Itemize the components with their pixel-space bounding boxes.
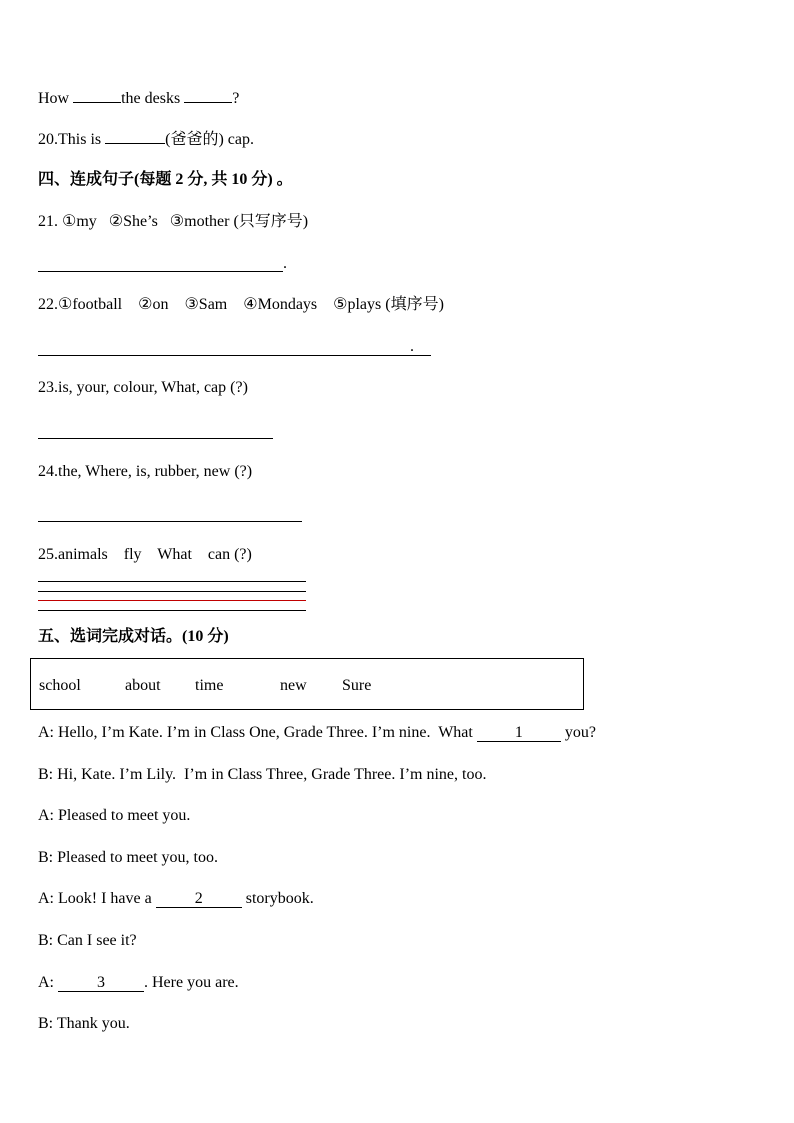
q19-text-1: How xyxy=(38,90,74,107)
question-25: 25.animals fly What can (?) xyxy=(38,546,252,563)
q23-answer-line[interactable] xyxy=(38,438,273,439)
word-bank-item: about xyxy=(125,677,161,694)
q20-blank[interactable] xyxy=(105,129,165,144)
dialogue-text: A: Hello, I’m Kate. I’m in Class One, Grade Three. I’m nine. What xyxy=(38,724,477,741)
q20-text-2: (爸爸的) cap. xyxy=(165,131,254,148)
word-bank-item: new xyxy=(280,677,307,694)
q19-blank-2[interactable] xyxy=(184,88,232,103)
question-19-continuation xyxy=(38,88,239,109)
word-bank-item: Sure xyxy=(342,677,372,694)
question-20 xyxy=(38,129,254,150)
question-21: 21. ①my ②She’s ③mother (只写序号) xyxy=(38,213,309,230)
q25-writing-line-4[interactable] xyxy=(38,610,306,611)
section-4-title: 四、连成句子(每题 2 分, 共 10 分) 。 xyxy=(38,171,293,188)
section-5-title: 五、选词完成对话。(10 分) xyxy=(38,628,229,645)
dialogue-text: A: Look! I have a xyxy=(38,890,156,907)
q22-answer-line[interactable] xyxy=(38,355,430,356)
q22-answer-line-tail xyxy=(417,355,431,356)
q20-text-1: 20.This is xyxy=(38,131,106,148)
dialogue-text: A: xyxy=(38,974,58,991)
q22-period: . xyxy=(410,338,414,355)
dialogue-line-8: B: Thank you. xyxy=(38,1015,130,1032)
dialogue-line-2: B: Hi, Kate. I’m Lily. I’m in Class Three, Grade Three. I’m nine, too. xyxy=(38,766,487,783)
dialogue-line-7 xyxy=(38,973,239,993)
q19-blank-1[interactable] xyxy=(73,88,121,103)
q19-text-3: ? xyxy=(232,90,240,107)
q19-text-2: the desks xyxy=(121,90,185,107)
dialogue-line-1 xyxy=(38,723,596,743)
q24-answer-line[interactable] xyxy=(38,521,302,522)
dialogue-text: you? xyxy=(560,724,596,741)
dialogue-text: . Here you are. xyxy=(144,974,239,991)
dialogue-line-5 xyxy=(38,889,314,909)
question-22: 22.①football ②on ③Sam ④Mondays ⑤plays (填序号) xyxy=(38,296,444,313)
dialogue-text: storybook. xyxy=(241,890,314,907)
question-24: 24.the, Where, is, rubber, new (?) xyxy=(38,463,253,480)
answer-blank-1[interactable]: 1 xyxy=(477,725,561,742)
word-bank-box xyxy=(30,658,584,710)
answer-blank-2[interactable]: 2 xyxy=(156,891,242,908)
word-bank-item: school xyxy=(39,677,81,694)
answer-blank-3[interactable]: 3 xyxy=(58,975,144,992)
q21-period: . xyxy=(283,255,287,272)
q25-writing-line-2[interactable] xyxy=(38,591,306,592)
dialogue-line-3: A: Pleased to meet you. xyxy=(38,807,191,824)
q25-writing-line-3[interactable] xyxy=(38,600,306,601)
question-23: 23.is, your, colour, What, cap (?) xyxy=(38,379,248,396)
word-bank-item: time xyxy=(195,677,224,694)
dialogue-line-6: B: Can I see it? xyxy=(38,932,137,949)
q25-writing-line-1[interactable] xyxy=(38,581,306,582)
dialogue-line-4: B: Pleased to meet you, too. xyxy=(38,849,218,866)
q21-answer-line[interactable] xyxy=(38,271,283,272)
